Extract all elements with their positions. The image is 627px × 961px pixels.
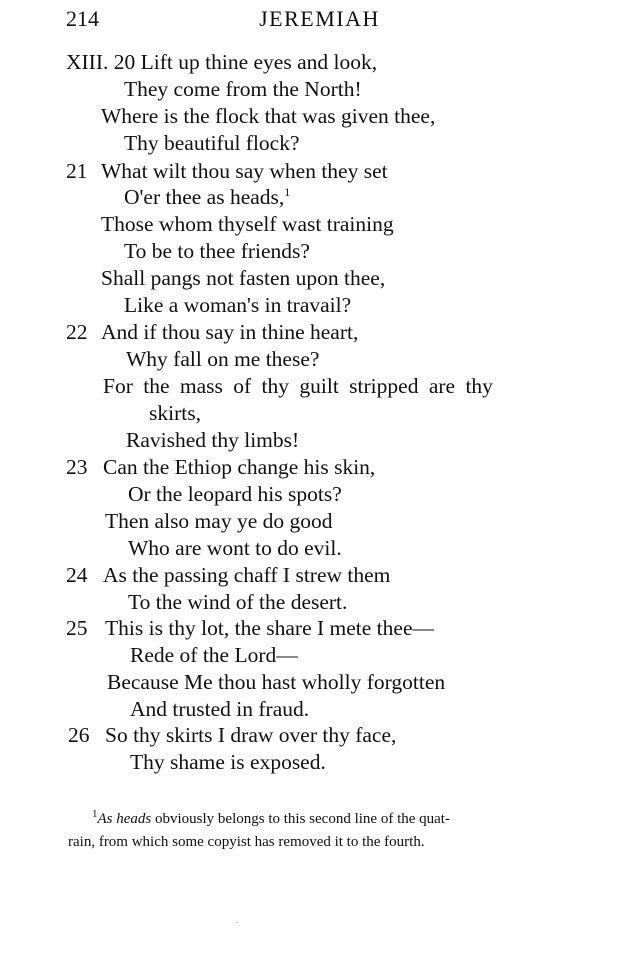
- verse-text: O'er thee as heads,: [124, 185, 285, 209]
- footnote-reference: 1: [284, 184, 291, 199]
- verse-line: [66, 457, 375, 479]
- verse-number: 20: [113, 50, 136, 74]
- verse-text: So thy skirts I draw over thy face,: [105, 723, 397, 747]
- verse-line: To the wind of the desert.: [128, 590, 348, 614]
- footnote-mark: 1: [92, 808, 98, 820]
- verse-line: Thy shame is exposed.: [130, 750, 326, 774]
- verse-number: 22: [66, 320, 88, 344]
- verse-line: Because Me thou hast wholly forgotten: [107, 670, 446, 694]
- verse-line: [66, 161, 388, 183]
- verse-number: 21: [66, 159, 88, 183]
- verse-line: [68, 725, 396, 747]
- footnote-line: rain, from which some copyist has removed it to the fourth.: [68, 834, 425, 850]
- verse-line: Where is the flock that was given thee,: [101, 104, 436, 128]
- verse-line: Those whom thyself wast training: [101, 212, 394, 236]
- verse-line: Thy beautiful flock?: [124, 131, 300, 155]
- verse-line: They come from the North!: [124, 77, 362, 101]
- verse-text: Can the Ethiop change his skin,: [103, 455, 376, 479]
- verse-text: Lift up thine eyes and look,: [140, 50, 378, 74]
- verse-line: Like a woman's in travail?: [124, 293, 352, 317]
- footnote-italic: As heads: [97, 811, 152, 827]
- verse-text: And if thou say in thine heart,: [101, 320, 359, 344]
- verse-line: For the mass of thy guilt stripped are thy: [103, 374, 493, 398]
- verse-line: Or the leopard his spots?: [128, 482, 342, 506]
- verse-number: 23: [66, 455, 88, 479]
- verse-line: skirts,: [149, 401, 201, 425]
- verse-line: [66, 565, 390, 587]
- verse-number: 26: [68, 723, 90, 747]
- verse-line: [66, 618, 434, 640]
- verse-number: 24: [66, 563, 88, 587]
- verse-line: Shall pangs not fasten upon thee,: [101, 266, 386, 290]
- verse-line: [124, 184, 291, 209]
- chapter-label: XIII.: [66, 50, 109, 74]
- verse-line: To be to thee friends?: [124, 239, 310, 263]
- paper-speck: [236, 922, 238, 923]
- verse-line: [66, 322, 358, 344]
- verse-line: [66, 52, 377, 74]
- verse-line: Why fall on me these?: [126, 347, 320, 371]
- verse-line: Rede of the Lord—: [130, 643, 298, 667]
- running-head: JEREMIAH: [259, 6, 380, 31]
- verse-text: This is thy lot, the share I mete thee—: [105, 616, 434, 640]
- footnote-line: [92, 808, 450, 828]
- page-number: 214: [66, 6, 99, 31]
- verse-line: Who are wont to do evil.: [128, 536, 342, 560]
- verse-line: Ravished thy limbs!: [126, 428, 300, 452]
- verse-text: As the passing chaff I strew them: [103, 563, 391, 587]
- verse-text: What wilt thou say when they set: [101, 159, 388, 183]
- footnote-text: obviously belongs to this second line of the quat-: [151, 811, 450, 827]
- verse-line: Then also may ye do good: [105, 509, 333, 533]
- verse-number: 25: [66, 616, 88, 640]
- verse-line: And trusted in fraud.: [130, 697, 310, 721]
